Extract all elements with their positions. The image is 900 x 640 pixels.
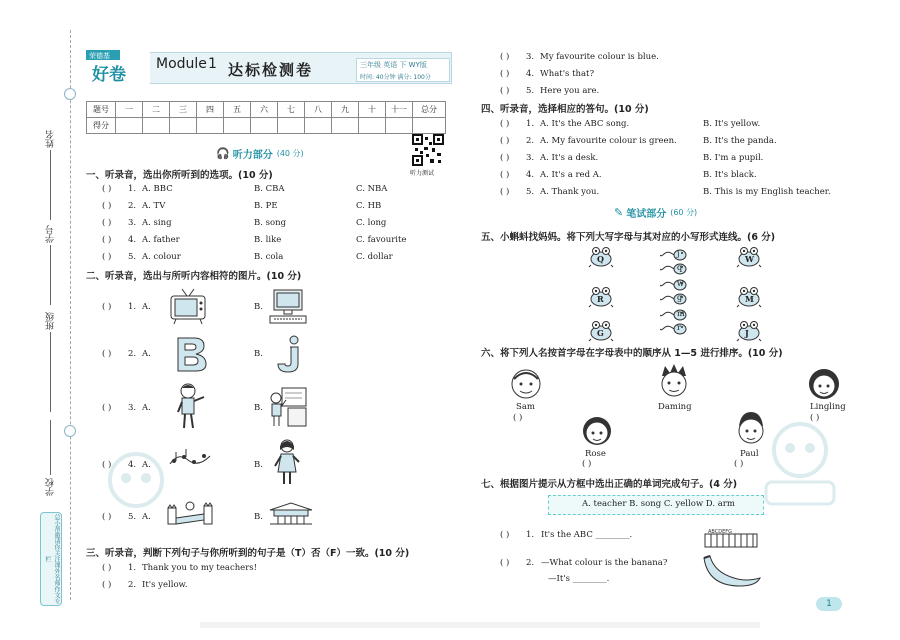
order-blank-lingling[interactable]: ( ) [810, 413, 820, 423]
q1-option-c[interactable]: C. HB [356, 201, 382, 211]
q1-option-c[interactable]: C. dollar [356, 252, 393, 262]
q5-title: 五、小蝌蚪找妈妈。将下列大写字母与其对应的小写形式连线。(6 分) [481, 232, 776, 243]
q4-answer-paren[interactable]: ( ) [500, 187, 510, 197]
name-lingling: Lingling [810, 402, 846, 412]
q3-item-number: 5. [526, 86, 535, 96]
q2-item-number: 5. [128, 512, 137, 522]
order-blank-sam[interactable]: ( ) [513, 413, 523, 423]
q1-answer-paren[interactable]: ( ) [102, 184, 112, 194]
score-cell: 十一 [386, 102, 413, 118]
frog-letter: W [745, 254, 754, 264]
score-input[interactable] [251, 118, 278, 134]
q1-option-a[interactable]: A. BBC [142, 184, 173, 194]
score-input[interactable] [305, 118, 332, 134]
q2-answer-paren[interactable]: ( ) [102, 349, 112, 359]
score-cell: 总分 [413, 102, 446, 118]
score-cell: 九 [332, 102, 359, 118]
student-number-label: 学号 [46, 225, 56, 243]
q4-option-a[interactable]: A. Thank you. [540, 187, 600, 197]
q3-sentence: What's that? [540, 69, 595, 79]
score-cell: 三 [170, 102, 197, 118]
headphone-icon: 🎧 [216, 146, 230, 160]
score-cell: 十 [359, 102, 386, 118]
tv-picture [168, 287, 208, 328]
q4-option-a[interactable]: A. It's the ABC song. [540, 119, 630, 129]
q1-item-number: 1. [128, 184, 137, 194]
music-notes-picture [168, 448, 212, 475]
daming-face [656, 362, 692, 403]
score-input[interactable] [143, 118, 170, 134]
q3-answer-paren[interactable]: ( ) [500, 86, 510, 96]
keyboard-music-picture [704, 528, 758, 551]
q2-item-number: 2. [128, 349, 137, 359]
class-label: 班级 [46, 312, 56, 330]
q3-answer-paren[interactable]: ( ) [102, 563, 112, 573]
listening-score: (40 分) [276, 148, 304, 158]
q3-item-number: 4. [526, 69, 535, 79]
score-table [86, 101, 446, 134]
score-input[interactable] [359, 118, 386, 134]
frog-letter: R [597, 294, 604, 304]
q1-option-c[interactable]: C. long [356, 218, 387, 228]
letter-b-picture [170, 334, 210, 377]
q3-answer-paren[interactable]: ( ) [500, 69, 510, 79]
svg-text:好卷: 好卷 [92, 65, 126, 84]
q2-option-a[interactable]: A. [142, 302, 151, 312]
frog-letter: Q [597, 254, 604, 264]
writing-title: 笔试部分 [626, 208, 667, 220]
tadpole-icon[interactable] [660, 322, 688, 339]
lingling-face [806, 366, 842, 405]
q1-option-c[interactable]: C. NBA [356, 184, 388, 194]
q2-item-number: 3. [128, 403, 137, 413]
q3-title: 三、听录音，判断下列句子与你所听到的句子是（T）否（F）一致。(10 分) [86, 548, 410, 559]
q7-text-2: —What colour is the banana? [541, 558, 668, 568]
side-advert: 总小帮邀请你关注课外名师作文专栏 [40, 512, 62, 606]
qr-code[interactable] [412, 134, 444, 166]
q1-option-b[interactable]: B. cola [254, 252, 284, 262]
name-daming: Daming [658, 402, 692, 412]
page-title: 达标检测卷 [228, 61, 314, 79]
q4-option-a[interactable]: A. My favourite colour is green. [540, 136, 677, 146]
footer-strip [200, 622, 760, 628]
q2-option-b[interactable]: B. [254, 512, 263, 522]
q4-option-b[interactable]: B. This is my English teacher. [703, 187, 831, 197]
tadpole-letter: r [677, 323, 681, 332]
score-cell: 五 [224, 102, 251, 118]
q1-option-b[interactable]: B. PE [254, 201, 278, 211]
great-wall-picture [166, 500, 214, 529]
tadpole-letter: w [677, 279, 684, 288]
score-cell: 七 [278, 102, 305, 118]
q3-sentence: My favourite colour is blue. [540, 52, 659, 62]
q1-option-a[interactable]: A. colour [142, 252, 181, 262]
paul-face [733, 410, 769, 451]
frog-letter: G [597, 328, 604, 338]
q1-option-b[interactable]: B. like [254, 235, 282, 245]
qr-label: 听力测试 [410, 170, 435, 177]
q1-option-b[interactable]: B. CBA [254, 184, 285, 194]
q4-item-number: 3. [526, 153, 535, 163]
q7-num-1: 1. [526, 530, 535, 540]
writing-score: (60 分) [670, 207, 698, 217]
score-cell: 题号 [87, 102, 116, 118]
q3-sentence: Thank you to my teachers! [142, 563, 258, 573]
score-cell: 六 [251, 102, 278, 118]
q2-option-b[interactable]: B. [254, 403, 263, 413]
q7-num-2: 2. [526, 558, 535, 568]
score-input[interactable] [413, 118, 446, 134]
frog-letter: M [745, 294, 754, 304]
q6-title: 六、将下列人名按首字母在字母表中的顺序从 1—5 进行排序。(10 分) [481, 348, 783, 359]
frog-icon[interactable] [588, 320, 614, 345]
frog-letter: J [745, 328, 749, 338]
q3-answer-paren[interactable]: ( ) [102, 580, 112, 590]
rose-face [580, 413, 614, 452]
name-sam: Sam [516, 402, 535, 412]
binding-dashed-line [70, 30, 71, 600]
q1-item-number: 3. [128, 218, 137, 228]
school-line [50, 420, 51, 475]
brand-logo [86, 50, 150, 84]
q7-title: 七、根据图片提示从方框中选出正确的单词完成句子。(4 分) [481, 479, 738, 490]
q1-item-number: 4. [128, 235, 137, 245]
name-label: 姓名 [46, 130, 56, 148]
listening-banner [216, 145, 304, 161]
writing-banner [614, 204, 697, 220]
q1-option-c[interactable]: C. favourite [356, 235, 407, 245]
q3-item-number: 2. [128, 580, 137, 590]
q4-item-number: 2. [526, 136, 535, 146]
score-value-row [87, 118, 446, 134]
q4-title: 四、听录音，选择相应的答句。(10 分) [481, 104, 649, 115]
boy-at-board-picture [268, 384, 308, 431]
q3-sentence: It's yellow. [142, 580, 188, 590]
name-paul: Paul [740, 449, 759, 459]
name-line [50, 150, 51, 220]
module-label: Module [156, 56, 207, 72]
q7-paren-2[interactable]: ( ) [500, 558, 510, 568]
q7-text-1: It's the ABC ________. [541, 530, 633, 540]
q3-item-number: 1. [128, 563, 137, 573]
order-blank-paul[interactable]: ( ) [734, 459, 744, 469]
q3-sentence: Here you are. [540, 86, 600, 96]
svg-text:荣德基: 荣德基 [89, 52, 110, 60]
score-input[interactable] [332, 118, 359, 134]
tadpole-letter: m [677, 309, 685, 318]
q4-option-b[interactable]: B. I'm a pupil. [703, 153, 764, 163]
q7-text-3: —It's ________. [548, 574, 610, 584]
teacher-picture [272, 438, 302, 489]
score-input[interactable] [116, 118, 143, 134]
q1-item-number: 5. [128, 252, 137, 262]
word-options: A. teacher B. song C. yellow D. arm [582, 499, 735, 509]
q2-option-a[interactable]: A. [142, 512, 151, 522]
score-input[interactable] [170, 118, 197, 134]
q2-option-a[interactable]: A. [142, 349, 151, 359]
score-cell: 一 [116, 102, 143, 118]
tadpole-icon[interactable] [660, 292, 688, 309]
q7-paren-1[interactable]: ( ) [500, 530, 510, 540]
tadpole-letter: q [677, 263, 683, 272]
q4-answer-paren[interactable]: ( ) [500, 119, 510, 129]
q2-option-b[interactable]: B. [254, 302, 263, 312]
sam-face [508, 367, 544, 404]
q2-option-b[interactable]: B. [254, 460, 263, 470]
order-blank-rose[interactable]: ( ) [582, 459, 592, 469]
score-header-row [87, 102, 446, 118]
frog-icon[interactable] [588, 286, 614, 311]
computer-picture [268, 288, 308, 329]
q4-option-b[interactable]: B. It's yellow. [703, 119, 761, 129]
boy-pointing-picture [172, 382, 208, 433]
q1-option-a[interactable]: A. sing [142, 218, 172, 228]
q1-answer-paren[interactable]: ( ) [102, 218, 112, 228]
school-label: 学校 [46, 478, 56, 496]
q2-item-number: 4. [128, 460, 137, 470]
q4-option-b[interactable]: B. It's the panda. [703, 136, 777, 146]
q2-option-a[interactable]: A. [142, 460, 151, 470]
q1-answer-paren[interactable]: ( ) [102, 235, 112, 245]
frog-icon[interactable] [736, 286, 762, 311]
q4-option-b[interactable]: B. It's black. [703, 170, 757, 180]
q2-answer-paren[interactable]: ( ) [102, 302, 112, 312]
q1-title: 一、听录音，选出你所听到的选项。(10 分) [86, 170, 273, 181]
q4-item-number: 5. [526, 187, 535, 197]
q4-answer-paren[interactable]: ( ) [500, 170, 510, 180]
time-info: 时间: 40分钟 满分: 100分 [360, 74, 431, 81]
q2-answer-paren[interactable]: ( ) [102, 512, 112, 522]
score-input[interactable] [197, 118, 224, 134]
q2-answer-paren[interactable]: ( ) [102, 403, 112, 413]
score-input[interactable] [278, 118, 305, 134]
q1-answer-paren[interactable]: ( ) [102, 201, 112, 211]
q4-option-a[interactable]: A. It's a desk. [540, 153, 599, 163]
module-number: 1 [208, 56, 217, 72]
pencil-icon: ✎ [614, 205, 624, 219]
q2-answer-paren[interactable]: ( ) [102, 460, 112, 470]
frog-icon[interactable] [588, 246, 614, 271]
grade-info: 三年级 英语 下 WY版 [360, 61, 427, 69]
tadpole-letter: j [677, 249, 680, 258]
banana-picture [700, 552, 762, 595]
svg-text:ABCDEFG: ABCDEFG [708, 529, 733, 535]
binding-hole [64, 88, 76, 100]
score-cell: 四 [197, 102, 224, 118]
score-cell: 八 [305, 102, 332, 118]
q4-item-number: 1. [526, 119, 535, 129]
watermark-right [760, 420, 840, 517]
q1-answer-paren[interactable]: ( ) [102, 252, 112, 262]
palace-picture [268, 502, 314, 529]
q4-option-a[interactable]: A. It's a red A. [540, 170, 602, 180]
name-rose: Rose [585, 449, 606, 459]
q2-option-a[interactable]: A. [142, 403, 151, 413]
tadpole-icon[interactable] [660, 262, 688, 279]
q1-option-a[interactable]: A. TV [142, 201, 166, 211]
q3-answer-paren[interactable]: ( ) [500, 52, 510, 62]
class-line [50, 332, 51, 412]
q4-item-number: 4. [526, 170, 535, 180]
page-number: 1 [816, 597, 842, 611]
q4-answer-paren[interactable]: ( ) [500, 136, 510, 146]
score-cell: 二 [143, 102, 170, 118]
q2-item-number: 1. [128, 302, 137, 312]
q3-item-number: 3. [526, 52, 535, 62]
q4-answer-paren[interactable]: ( ) [500, 153, 510, 163]
binding-hole [64, 425, 76, 437]
student-number-line [50, 245, 51, 305]
q1-item-number: 2. [128, 201, 137, 211]
score-row-label: 得分 [87, 118, 116, 134]
tadpole-letter: g [677, 293, 683, 302]
frog-icon[interactable] [736, 246, 762, 271]
q2-title: 二、听录音，选出与所听内容相符的图片。(10 分) [86, 271, 302, 282]
score-input[interactable] [386, 118, 413, 134]
letter-j-picture [272, 334, 308, 377]
q2-option-b[interactable]: B. [254, 349, 263, 359]
frog-icon[interactable] [736, 320, 762, 345]
score-input[interactable] [224, 118, 251, 134]
listening-title: 听力部分 [232, 149, 273, 161]
q1-option-b[interactable]: B. song [254, 218, 287, 228]
q1-option-a[interactable]: A. father [142, 235, 180, 245]
